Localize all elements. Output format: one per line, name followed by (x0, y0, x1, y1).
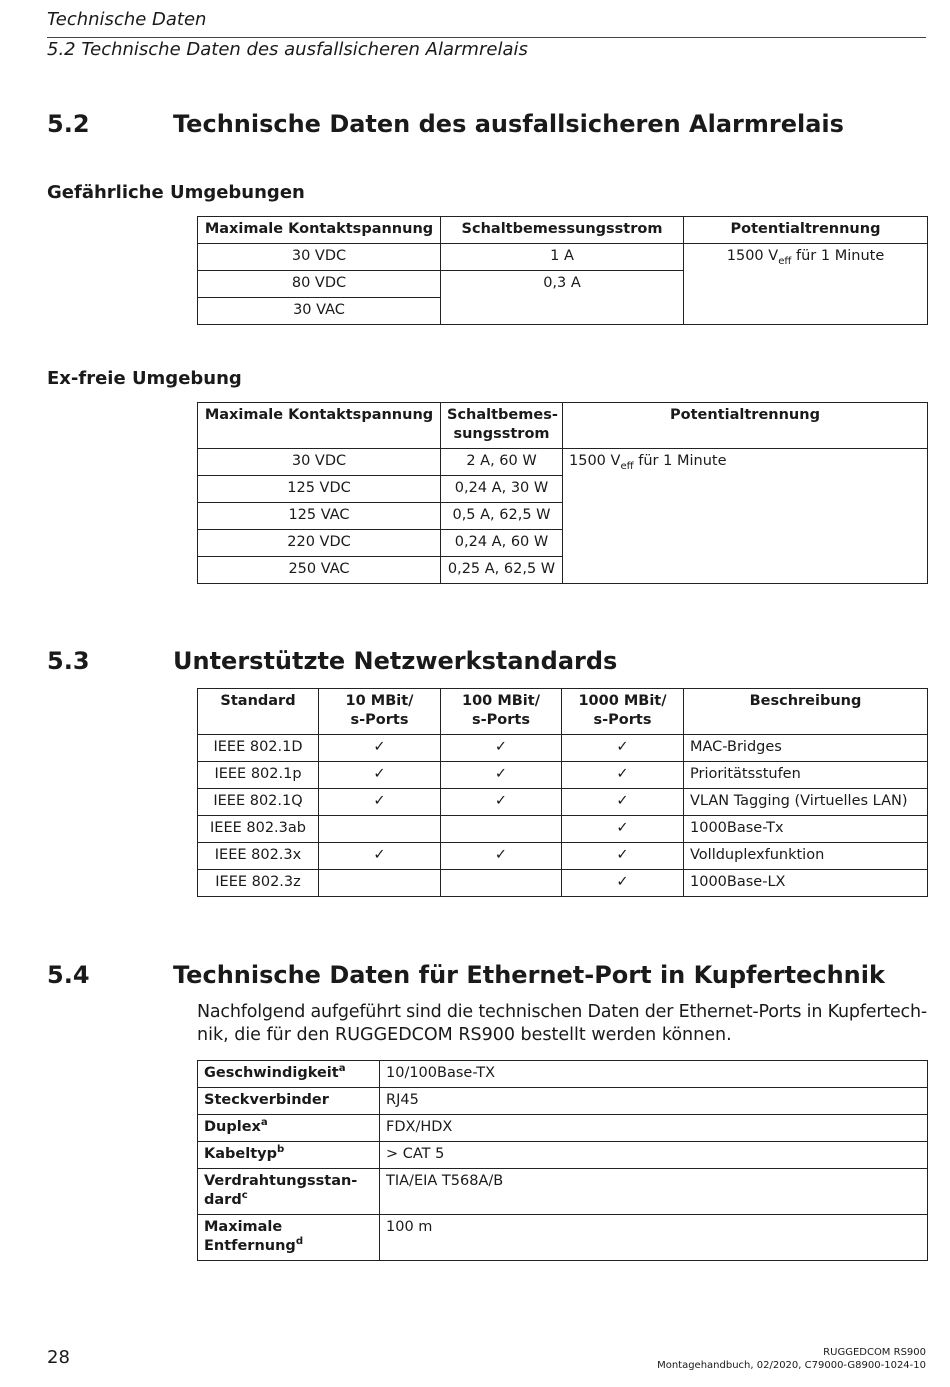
check-icon: ✓ (319, 762, 441, 789)
section-title: Technische Daten des ausfallsicheren Alarmrelais (173, 110, 844, 138)
hazardous-env-table (197, 216, 928, 325)
isolation-cell: 1500 $V_{eff}$ für 1 Minute (684, 244, 928, 325)
section-number: 5.2 (47, 110, 90, 138)
table-cell: 0,24 A, 30 W (441, 476, 563, 503)
table-cell: MAC-Bridges (684, 735, 928, 762)
table-cell: IEEE 802.1D (198, 735, 319, 762)
spec-value: 10/100Base-TX (380, 1061, 928, 1088)
check-icon: ✓ (562, 843, 684, 870)
check-icon: ✓ (562, 735, 684, 762)
spec-label: Verdrahtungsstan- dard$^c$ (198, 1169, 380, 1215)
section-title: Unterstützte Netzwerkstandards (173, 647, 618, 675)
check-icon (319, 870, 441, 897)
table-row (198, 789, 928, 816)
table-row (198, 1169, 928, 1215)
copper-port-specs-table (197, 1060, 928, 1261)
table-cell: 1000Base-LX (684, 870, 928, 897)
network-standards-table (197, 688, 928, 897)
footer-product: RUGGEDCOM RS900 (823, 1347, 926, 1358)
check-icon: ✓ (441, 843, 562, 870)
section-5-3-heading (0, 646, 950, 676)
table-row (198, 1115, 928, 1142)
col-header: Maximale Kontaktspannung (198, 403, 441, 449)
table-cell: 0,25 A, 62,5 W (441, 557, 563, 584)
section-number: 5.3 (47, 647, 90, 675)
check-icon (319, 816, 441, 843)
table-cell: IEEE 802.1p (198, 762, 319, 789)
ex-free-env-table (197, 402, 928, 584)
col-header: 10 MBit/ s-Ports (319, 689, 441, 735)
check-icon: ✓ (562, 762, 684, 789)
table-row (198, 870, 928, 897)
spec-label: Maximale Entfernung$^d$ (198, 1215, 380, 1261)
check-icon: ✓ (562, 816, 684, 843)
check-icon: ✓ (319, 735, 441, 762)
table-cell: 125 VDC (198, 476, 441, 503)
spec-value: RJ45 (380, 1088, 928, 1115)
check-icon (441, 870, 562, 897)
table-cell: 250 VAC (198, 557, 441, 584)
spec-value: FDX/HDX (380, 1115, 928, 1142)
table-cell: 1000Base-Tx (684, 816, 928, 843)
table-row (198, 816, 928, 843)
footer-doc-info (657, 1346, 926, 1372)
col-header: Maximale Kontaktspannung (198, 217, 441, 244)
check-icon: ✓ (319, 843, 441, 870)
table-cell: 220 VDC (198, 530, 441, 557)
col-header: Schaltbemes- sungsstrom (441, 403, 563, 449)
spec-label: Duplex$^a$ (198, 1115, 380, 1142)
table-cell: 125 VAC (198, 503, 441, 530)
table-cell: IEEE 802.3ab (198, 816, 319, 843)
page-number: 28 (47, 1347, 70, 1368)
table-cell: 30 VAC (198, 298, 441, 325)
col-header: Potentialtrennung (684, 217, 928, 244)
section-5-4-intro: Nachfolgend aufgeführt sind die technischen Daten der Ethernet-Ports in Kupfertech- nik, die für den RUGGEDCOM RS900 bestellt werden können. (197, 1002, 927, 1045)
table-row (198, 735, 928, 762)
table-row (198, 1215, 928, 1261)
check-icon: ✓ (441, 789, 562, 816)
table-row (198, 1061, 928, 1088)
table-row (198, 762, 928, 789)
table-cell: 0,5 A, 62,5 W (441, 503, 563, 530)
spec-label: Steckverbinder (198, 1088, 380, 1115)
check-icon: ✓ (562, 789, 684, 816)
section-title: Technische Daten für Ethernet-Port in Kupfertechnik (173, 961, 885, 989)
table-cell: 1 A (441, 244, 684, 271)
running-header-chapter: Technische Daten (47, 9, 207, 30)
table-cell: 80 VDC (198, 271, 441, 298)
check-icon: ✓ (441, 735, 562, 762)
table-row (198, 1088, 928, 1115)
table-cell: IEEE 802.3z (198, 870, 319, 897)
footer-manual: Montagehandbuch, 02/2020, C79000-G8900-1024-10 (657, 1360, 926, 1371)
table-cell: Prioritätsstufen (684, 762, 928, 789)
table-cell: 30 VDC (198, 244, 441, 271)
table-row (198, 843, 928, 870)
table-cell: Vollduplexfunktion (684, 843, 928, 870)
header-rule (47, 37, 926, 38)
check-icon: ✓ (319, 789, 441, 816)
running-header-section: 5.2 Technische Daten des ausfallsicheren Alarmrelais (47, 39, 528, 60)
check-icon (441, 816, 562, 843)
check-icon: ✓ (562, 870, 684, 897)
table-row (198, 1142, 928, 1169)
check-icon: ✓ (441, 762, 562, 789)
col-header: Standard (198, 689, 319, 735)
table-cell: 2 A, 60 W (441, 449, 563, 476)
spec-value: TIA/EIA T568A/B (380, 1169, 928, 1215)
section-5-4-heading (0, 960, 950, 990)
table-cell: 30 VDC (198, 449, 441, 476)
col-header: Potentialtrennung (563, 403, 928, 449)
col-header: Beschreibung (684, 689, 928, 735)
spec-value: 100 m (380, 1215, 928, 1261)
spec-label: Geschwindigkeit$^a$ (198, 1061, 380, 1088)
spec-value: > CAT 5 (380, 1142, 928, 1169)
table-row (198, 244, 928, 271)
col-header: 100 MBit/ s-Ports (441, 689, 562, 735)
isolation-cell: 1500 $V_{eff}$ für 1 Minute (563, 449, 928, 584)
table-row (198, 449, 928, 476)
spec-label: Kabeltyp$^b$ (198, 1142, 380, 1169)
table-cell: IEEE 802.3x (198, 843, 319, 870)
section-5-2-heading (0, 109, 950, 139)
col-header: 1000 MBit/ s-Ports (562, 689, 684, 735)
col-header: Schaltbemessungsstrom (441, 217, 684, 244)
hazardous-env-heading: Gefährliche Umgebungen (47, 182, 305, 203)
table-cell: 0,24 A, 60 W (441, 530, 563, 557)
table-cell: 0,3 A (441, 271, 684, 325)
table-cell: IEEE 802.1Q (198, 789, 319, 816)
ex-free-env-heading: Ex-freie Umgebung (47, 368, 242, 389)
section-number: 5.4 (47, 961, 90, 989)
table-cell: VLAN Tagging (Virtuelles LAN) (684, 789, 928, 816)
